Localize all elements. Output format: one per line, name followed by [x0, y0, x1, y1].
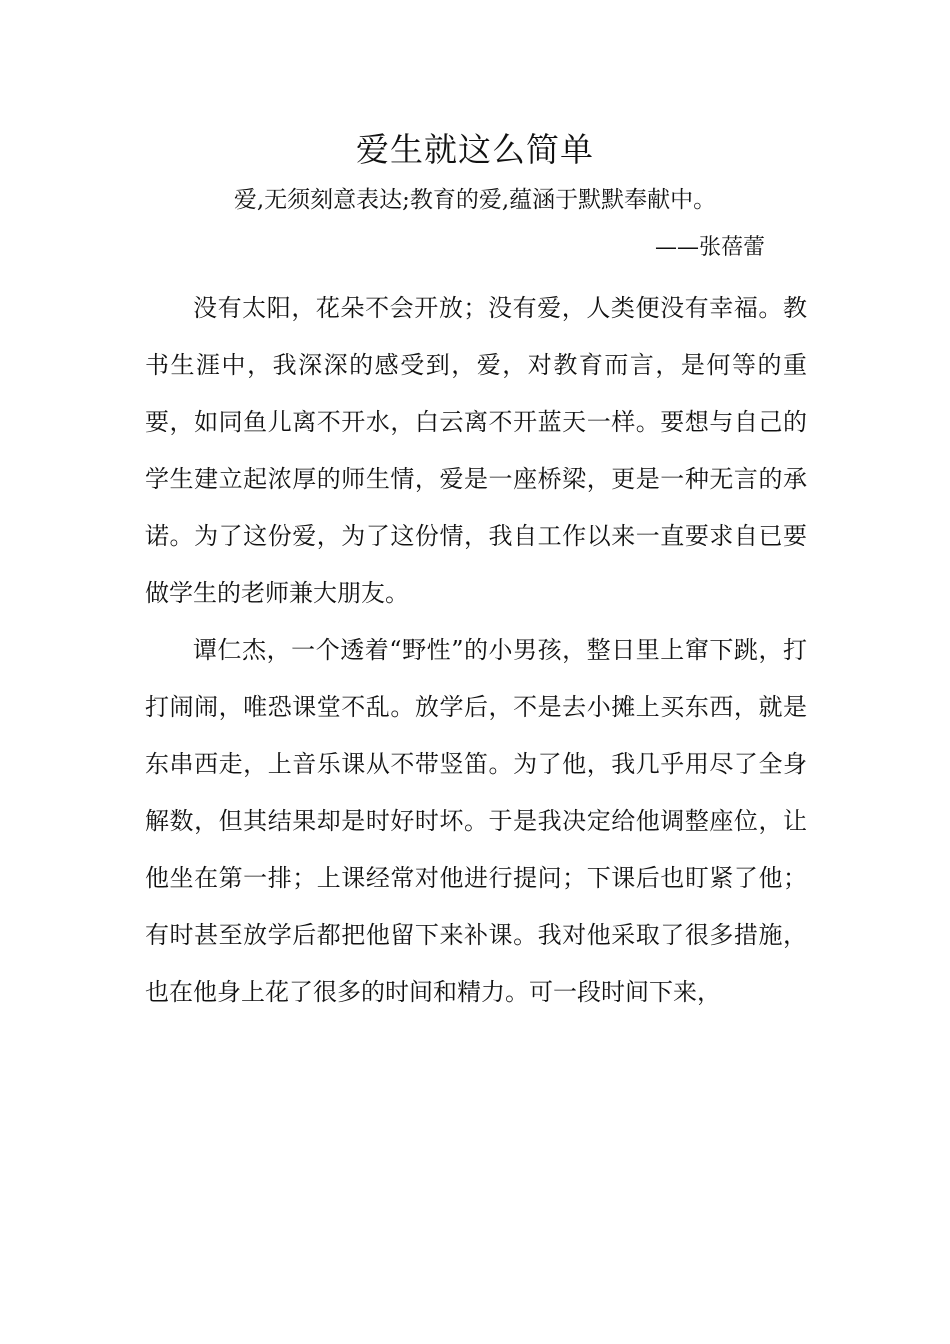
document-body	[145, 280, 807, 1021]
paragraph: 谭仁杰，一个透着“野性”的小男孩，整日里上窜下跳，打打闹闹，唯恐课堂不乱。放学后，不是去小摊上买东西，就是东串西走，上音乐课从不带竖笛。为了他，我几乎用尽了全身解数，但其结果却是时好时坏。于是我决定给他调整座位，让他坐在第一排；上课经常对他进行提问；下课后也盯紧了他；有时甚至放学后都把他留下来补课。我对他采取了很多措施，也在他身上花了很多的时间和精力。可一段时间下来，	[145, 636, 807, 1006]
document-author: ——张蓓蕾	[654, 235, 765, 260]
document-title: 爱生就这么简单	[356, 130, 594, 169]
paragraph: 没有太阳，花朵不会开放；没有爱，人类便没有幸福。教书生涯中，我深深的感受到，爱，对教育而言，是何等的重要，如同鱼儿离不开水，白云离不开蓝天一样。要想与自己的学生建立起浓厚的师生情，爱是一座桥梁，更是一种无言的承诺。为了这份爱，为了这份情，我自工作以来一直要求自已要做学生的老师兼大朋友。	[145, 294, 807, 607]
document-subtitle: 爱,无须刻意表达;教育的爱,蕴涵于默默奉献中。	[233, 187, 717, 213]
